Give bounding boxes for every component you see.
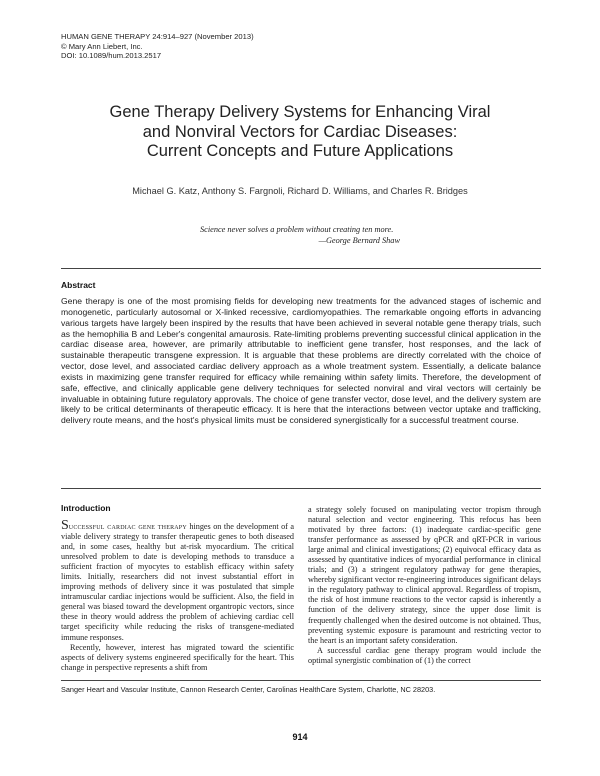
epigraph-attribution: —George Bernard Shaw xyxy=(318,236,400,245)
divider xyxy=(61,488,541,489)
journal-header xyxy=(61,32,254,61)
epigraph-quote: Science never solves a problem without creating ten more. xyxy=(200,225,394,234)
copyright-notice: © Mary Ann Liebert, Inc. xyxy=(61,41,143,51)
footnote-divider xyxy=(61,680,541,681)
affiliation-footnote: Sanger Heart and Vascular Institute, Cannon Research Center, Carolinas HealthCare System, Charlotte, NC 28203. xyxy=(61,685,436,694)
paragraph: A successful cardiac gene therapy program would include the optimal synergistic combination of (1) the correct xyxy=(308,645,541,665)
title-line: and Nonviral Vectors for Cardiac Diseases: xyxy=(142,122,458,141)
paragraph: Recently, however, interest has migrated toward the scientific aspects of delivery systems engineered specifically for the heart. This change in perspective represents a shift from xyxy=(61,642,294,672)
author-list: Michael G. Katz, Anthony S. Fargnoli, Richard D. Williams, and Charles R. Bridges xyxy=(132,186,468,196)
title-line: Gene Therapy Delivery Systems for Enhancing Viral xyxy=(109,103,491,121)
drop-cap: S xyxy=(61,518,69,533)
abstract-text: Gene therapy is one of the most promising fields for developing new treatments for the advanced stages of ischemic and monogenetic, particularly autosomal or X-linked recessive, cardiomyopathies. The remarkable ongoing efforts in advancing various targets have largely been inspired by the results that have been achieved in several notable gene therapy trials, such as the hemophilia B and Leber's congenital amaurosis. Rate-limiting problems preventing successful clinical application in the cardiac disease area, however, are primarily attributable to inefficient gene transfer, host responses, and the lack of sustainable therapeutic transgene expression. It is arguable that these problems are directly correlated with the choice of vector, dose level, and associated cardiac delivery approach as a whole treatment system. Essentially, a delicate balance exists in maximizing gene transfer required for efficacy while remaining within safety limits. Therefore, the development of safe, effective, and clinically applicable gene delivery techniques for selected nonviral and viral vectors will certainly be invaluable in obtaining future regulatory approvals. The choice of gene transfer vector, dose level, and the delivery system are likely to be critical determinants of therapeutic efficacy. It is here that the interactions between vector uptake and trafficking, delivery route means, and the host's physical limits must be considered synergistically for a successful treatment course. xyxy=(61,296,541,426)
article-title xyxy=(60,103,540,162)
divider xyxy=(61,268,541,269)
abstract-heading: Abstract xyxy=(61,280,96,290)
journal-citation: HUMAN GENE THERAPY 24:914–927 (November 2013) xyxy=(61,32,254,41)
doi: DOI: 10.1089/hum.2013.2517 xyxy=(61,51,162,61)
paragraph-text: hinges on the development of a viable delivery strategy to transfer therapeutic genes to both diseased and, in some cases, healthy but at-risk myocardium. The critical unresolved problem to date is developing methods to transduce a sufficient fraction of myocytes to establish efficacy within safety limits. Initially, researchers did not invest substantial effort in improving methods of delivery since it was postulated that simple intramuscular cardiac injections would be sufficient. Also, the field in general was biased toward the development organtropic vectors, since these in theory would address the problem of achieving cardiac cell target specificity while reducing the risks of transgene-mediated immune responses. xyxy=(61,522,295,642)
page-number: 914 xyxy=(292,732,308,742)
paragraph: a strategy solely focused on manipulating vector tropism through natural selection and vector engineering. This refocus has been motivated by three factors: (1) inadequate cardiac-specific gene transfer performance as assessed by qPCR and qRT-PCR in various large animal and clinical investigations; (2) equivocal efficacy data as assessed by quantitative indices of myocardial performance in clinical trials; and (3) a stringent regulatory pathway for gene therapies, whereby significant vector re-engineering introduces significant delays in the regulatory pathway to clinical approval. Regardless of tropism, the risk of host immune reactions to the vector capsid is inherently a function of the delivery strategy, since the upper dose limit is frequently challenged when the desired outcome is not obtained. Thus, preventing systemic exposure is paramount and restricting vector to the heart is an important safety consideration. xyxy=(308,505,541,645)
epigraph xyxy=(200,224,400,246)
right-column xyxy=(308,505,541,666)
paragraph xyxy=(61,518,295,643)
lead-in-small-caps: uccessful cardiac gene therapy xyxy=(68,522,187,531)
left-column xyxy=(61,518,295,673)
title-line: Current Concepts and Future Applications xyxy=(146,142,454,160)
introduction-heading: Introduction xyxy=(61,503,111,513)
